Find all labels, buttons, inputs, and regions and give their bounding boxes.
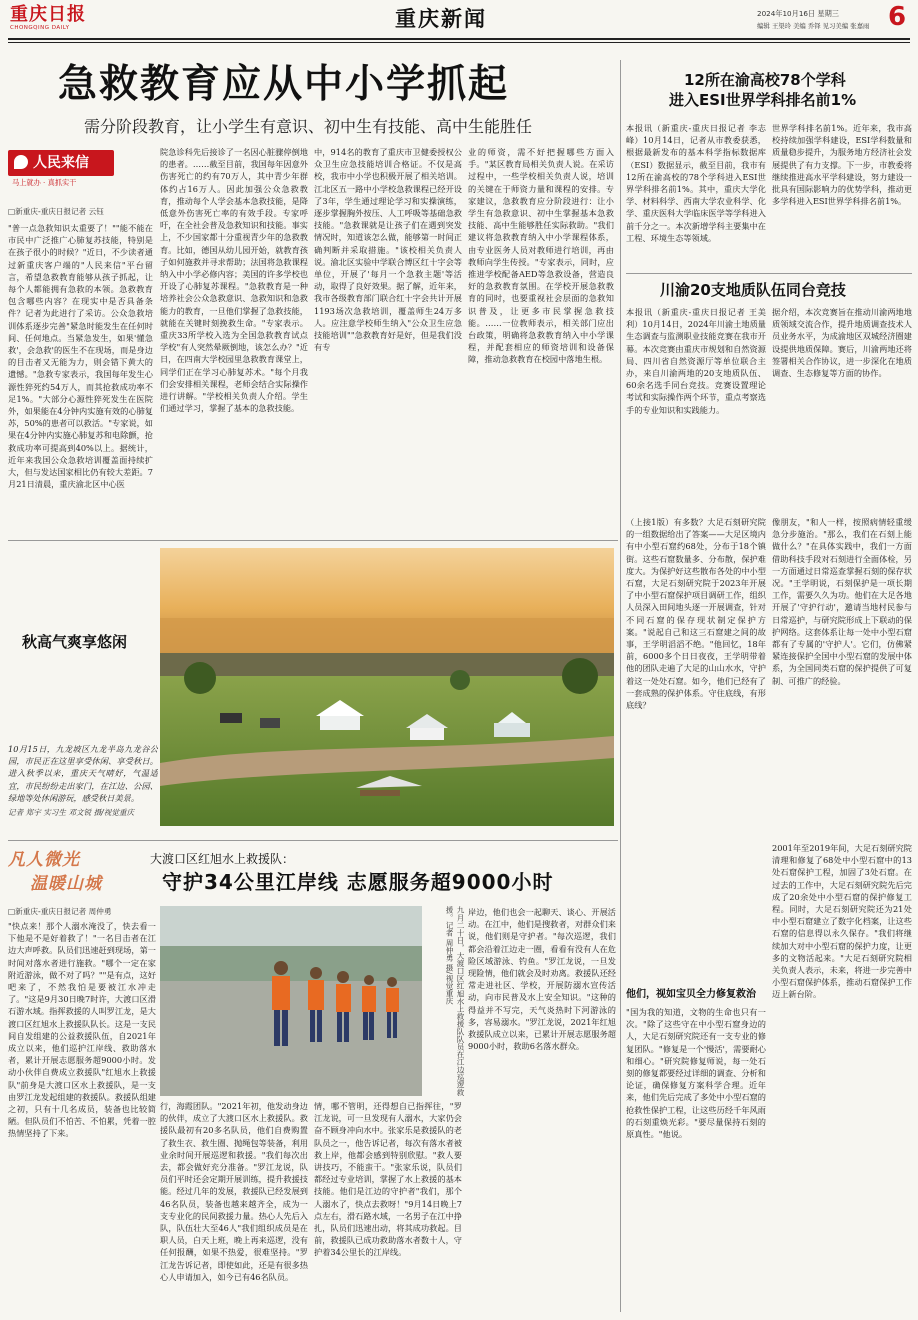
photo-caption-text: 10月15日，九龙坡区九龙半岛九龙谷公园，市民正在这里享受休闲、享受秋日。进入秋季以来，重庆天气晴好，气温适宜，市民纷纷走出家门，在江边、公园、绿地等处休闲游玩，感受秋日美景。 [8,744,158,803]
stone-carving-column-4: 2001年至2019年间，大足石刻研究院清理和修复了68处中小型石窟中的13处石窟保护工程，加固了3处石窟。在过去的工作中，大足石刻研究院先后完成了20余处中小型石窟的保护修复工程。同时，大足石刻研究院还为21处中小型石窟建立了数字化档案，让这些石窟的信息得以永久保存。"我们将继续加大对中小型石窟的保护力度，让更多的文物活起来。"大足石刻研究院相关负责人表示，未来，将进一步完善中小型石窟保护体系，推动石窟保护工作迈上新台阶。 [772,843,912,1000]
photo-caption-block [8,545,158,835]
esi-column-2: 世界学科排名前1%。近年来，我市高校持续加强学科建设，ESI学科数量和质量稳步提升，为服务地方经济社会发展提供了有力支撑。下一步，市教委将继续推进高水平学科建设，努力建设一批具有国际影响力的优势学科，推动更多学科进入ESI世界学科排名前1%。 [772,123,912,207]
badge-line-2: 温暖山城 [30,874,102,894]
speech-bubble-icon [14,155,28,169]
column-badge-main [8,150,114,176]
logo-text: 重庆日报 [10,4,86,25]
column-divider-bottom [620,840,621,1312]
column-badge-label: 人民来信 [33,155,89,171]
stone-carving-column-1: （上接1版）有多数？大足石刻研究院的一组数据给出了答案——大足区境内有中小型石窟约68处，分布于18个镇街。这些石窟数量多、分布散，保护难度大。为保护好这些散布各处的中小型石窟，大足石刻研究院于2023年开展了中小型石窟保护项目调研工作，组织人员深入田间地头逐一开展调查，针对不同石窟的保存现状制定保护方案。"说起自己和这三石窟建之间的故事，王学明滔滔不绝。"他回忆，18年前，6000多个日日夜夜，王学明带着他的团队走遍了大足的山山水水，守护着这一处处石窟。如今，他们已经有了一套成熟的保护体系。守住底线，有形底线？ [626,517,766,711]
rescue-photo-svg [160,906,422,1096]
editor-credits: 编辑 王渠玲 美编 乔铎 见习美编 张嘉雨 [757,22,870,30]
geology-column-1: 本报讯（新重庆-重庆日报记者 王美利）10月14日，2024年川渝土地质量生态调查与监测职业技能竞赛在我市开幕。本次竞赛由重庆市规划和自然资源局、四川省自然资源厅等单位联合主办，来自川渝两地的20支地质队伍、60余名选手同台竞技。竞赛设置理论考试和实际操作两个环节，重点考察选手的专业知识和实践能力。 [626,307,766,415]
photo-caption-title: 秋高气爽享悠闲 [22,633,128,651]
lead-column-2: 院急诊科先后接诊了一名因心脏骤停倒地的患者。……截至目前，我国每年因意外伤害死亡的约有70万人，其中青少年群体约占16万人。因此加强公众急救教育，推动每个人学会基本急救技能，是降低意外伤害死亡率的有效手段。专家呼吁，在全社会普及急救知识和技能。事实上，不少国家都十分重视青少年的急救教育。比如，德国从幼儿园开始，就教育孩子如何施救并寻求帮助；法国将急救课程纳入中小学必修内容；美国的许多学校也开设了心肺复苏课程。"急救教育是一种培养社会公众急救意识、急救知识和急救能力的教育，一旦他们掌握了急救技能，就能在关键时刻挽救生命。"专家表示。重庆33所学校入选为全国急救教育试点学校"有人突然晕厥倒地，该怎么办？"近日，在四南大学校园里急救教育课堂上，同学们正在学习心肺复苏术。"每个月我们会安排相关课程，老师会结合实际操作进行讲解。"学校相关负责人介绍。学生们通过学习，掌握了基本的急救技能。 [160,147,308,414]
masthead-rule [8,38,910,40]
story-divider [626,273,912,274]
section-divider-top [8,540,618,541]
column-badge [8,150,114,190]
logo-subtext: CHONGQING DAILY [10,25,70,31]
lead-column-1: "普一点急救知识太重要了！""能不能在市民中广泛推广心肺复苏技能，特别是在孩子很小的时候？"近日，不少读者通过新重庆客户端的"人民来信"平台留言，希望急救教育能够从孩子抓起，让每个人都能拥有急救的本领。急救教育包含哪些内容？在现实中是否具备条件？记者为此进行了采访。公众急救培训体系逐步完善"紧急时能发生在任何时间、任何地点。当紧急发生，如果'懂急救'，会急救'的医生不在现场，而是身边的目击者又无能为力，则会错下黄大的遗憾。"急救专家表示，我国每年发生心源性猝死约54万人，而其抢救成功率不足1%。"大部分心源性猝死发生在医院外，如果能在4分钟内实施有效的心肺复苏，50%的患者可以救活。"专家说，如果在4分钟内实施心肺复苏和电除颤，抢救成功率可提高到40%以上。据统计，近年来我国公众急救培训覆盖面持续扩大，但与发达国家相比仍有较大差距。7月21日清晨，重庆渝北区中心医 [8,223,153,490]
lead-column-3: 中，914名的教育了重庆市卫健委授权公众卫生应急技能培训合格证。不仅是高校，我市中小学也积极开展了相关培训。江北区五一路中小学校急救课程已经开设了3年，学生通过理论学习和实操演练，逐步掌握胸外按压、人工呼吸等基础急救技能。"急救课就是让孩子们在遇到突发情况时，知道该怎么做，能够第一时间正确判断并采取措施。"该校相关负责人说。渝北区实验中学联合博区红十字会等单位，开展了'每月一个急救主题'等活动，取得了良好效果。据了解，近年来，我市各级教育部门联合红十字会共计开展1193场次急救培训，覆盖师生24万多人。应注意学校师生纳入"公众卫生应急技能培训""急救教育好是好，但是我们没有专 [314,147,462,353]
photo-caption-credit: 记者 郑宇 实习生 邓文锐 摄/视觉重庆 [8,808,135,817]
stone-carving-subhead: 他们，视如宝贝全力修复救治 [626,989,756,1000]
column-badge-tag: 马上就办 · 真抓实干 [12,178,77,187]
esi-headline-line1: 12所在渝高校78个学科 [684,71,846,89]
column-divider-right [620,60,621,540]
bottom-byline: □新重庆-重庆日报记者 周仲勇 [8,907,112,916]
section-title: 重庆新闻 [395,7,487,31]
lead-column-4: 业的师资，需不好把握哪些方面入手。"某区教育局相关负责人说。在采访过程中，一些学校相关负责人说，培训的关键在于师资力量和课程的安排。专家建议，急救教育应分阶段进行：让小学生有急救意识、初中生掌握基本急救技能、高中生能够胜任实际救助。"我们建议将急救教育纳入中小学课程体系，由专业医务人员对教师进行培训，再由教师向学生传授。"专家表示，同时，应推进学校配备AED等急救设备，营造良好的急救教育氛围。在学校开展急救教育的同时，也要重视社会层面的急救知识普及，让更多市民掌握急救技能。……一位教师表示，相关部门应出台政策，明确将急救教育纳入中小学课程，并配套相应的师资培训和设备保障，推动急救教育在校园中落地生根。 [468,147,614,365]
stone-carving-column-3: "国为我的知道，文物的生命也只有一次。"除了这些守在中小型石窟身边的人，大足石刻研究院还有一支专业的修复团队。"修复是一个'慢活'，需要耐心和细心。"研究院修复师说，每一处石刻的修复都要经过详细的调查、分析和论证，确保修复方案科学合理。近年来，他们先后完成了多处中小型石窟的抢救性保护工程，让这些历经千年风雨的石刻重焕光彩。"要尽量保持石刻的原真性。"他说。 [626,1007,766,1140]
page-number: 6 [888,2,907,32]
rescue-team-photo [160,906,422,1096]
geology-headline: 川渝20支地质队伍同台竞技 [660,281,846,299]
esi-column-1: 本报讯（新重庆-重庆日报记者 李志峰）10月14日，记者从市教委获悉，根据最新发布的基本科学指标数据库（ESI）数据显示，截至目前，我市有12所在渝高校的78个学科进入ESI世界学科排名前1%。其中，重庆大学化学、材料科学、西南大学农业科学、化学、重庆医科大学临床医学等学科进入前千分之一。本次新增学科主要集中在工程、环境生态等领域。 [626,123,766,243]
lead-byline: □新重庆-重庆日报记者 云钰 [8,207,104,216]
masthead [0,0,918,38]
newspaper-logo [10,5,130,31]
rescue-photo-caption: 九月二十日，大渡口区红旭水上救援队队员在江边巡逻救援。记者 周仲勇 摄/视觉重庆 [445,906,465,1096]
column-divider-photo [620,540,621,840]
geology-column-2: 据介绍，本次竞赛旨在推动川渝两地地质领域交流合作，提升地质调查技术人员业务水平，为成渝地区双城经济圈建设提供地质保障。赛后，川渝两地还将签署相关合作协议，进一步深化在地质调查、生态修复等方面的协作。 [772,307,912,379]
bottom-kicker: 大渡口区红旭水上救援队： [150,852,295,866]
badge-line-1: 凡人微光 [8,850,80,870]
lead-subheadline: 需分阶段教育，让小学生有意识、初中生有技能、高中生能胜任 [84,117,533,136]
masthead-rule-thin [8,42,910,43]
bottom-column-2: 行，海霞团队。"2021年初，他发动身边的伙伴，成立了大渡口区水上救援队。救援队最初有20多名队员，他们自费购置了救生衣、救生圈、抛绳包等装备，利用业余时间开展巡逻和救援。"我们每次出去，都会做好充分准备。"罗江龙说，队员们平时还会定期开展训练，提升救援技能。经过几年的发展，救援队已经发展到46名队员，装备也越来越齐全，成为一支专业化的民间救援力量。热心人先后入队，队伍壮大至46人"我们组织成员是在职人员，白天上班，晚上再来巡逻，没有任何报酬，如果不热爱，很难坚持。"罗江龙告诉记者，即使如此，还是有很多热心人申请加入，如今已有46名队员。 [160,1101,308,1282]
page-date: 2024年10月16日 星期三 [757,9,839,18]
esi-headline-line2: 进入ESI世界学科排名前1% [669,91,857,109]
bottom-column-1: "快点来！那个人溺水淹没了，快去看一下他是不是好着救了！"一名目击者在江边大声呼救。队员们迅速赶到现场，第一时间对落水者进行施救。"哪个一定在家附近游泳，做不对了吗？""是有点，这好吧来了，不然我怕是要被江水冲走了。"这是9月30日晚7时许，大渡口区滑石游水域。指挥救援的人叫罗江龙，是大渡口区红旭水上救援队队长。这是一支民间自发组建的公益救援队伍，自2021年成立以来，他们巡护江岸线、救助落水者，累计开展志愿服务超9000小时。发动小伙伴自费成立救援队"红旭水上救援队"前身是大渡口区水上救援队，是一支由罗江龙发起组建的救援队。救援队组建之初，只有十几名成员，装备也比较简陋。但队员们不怕苦、不怕累，凭着一腔热情坚持了下来。 [8,921,156,1139]
lead-headline: 急救教育应从中小学抓起 [58,62,510,107]
stone-carving-column-2: 像朋友，"和人一样，按照病情轻重缓急分步施治。"那么，我们在石刻上能做什么？"在具体实践中，我们一方面借助科技手段对石刻进行全面体检，另一方面通过日常巡查掌握石刻的保存状况。"王学明说，石刻保护是一项长期工作，需要久久为功。他们在大足各地开展了'守护行动'，邀请当地村民参与日常巡护，与研究院形成上下联动的保护网络。这套体系让每一处中小型石窟都有了专属的'守护人'。它们，仿佛紧紧连接保护全国中小型石窟的发展中体系，为全国同类石窟的保护提供了可复制、可推广的经验。 [772,517,912,686]
autumn-park-photo [160,548,614,826]
bottom-column-3: 情，哪不管明，还得想自已指挥往，"罗江龙说，可一旦发现有人溺水，大家仍会奋不顾身冲向水中。张家乐是救援队的老队员之一，他告诉记者，每次有落水者被救上岸，他都会感到特别欣慰。"救人要讲技巧，不能蛮干。"张家乐说，队员们都经过专业培训，掌握了水上救援的基本技能。他们是江边的守护者"我们，那个人溺水了，快点去救呀！"9月14日晚上7点左右，滑石路水域，一名男子在江中挣扎，队员们迅速出动，将其成功救起。目前，救援队已成功救助落水者数十人，守护着34公里长的江岸线。 [314,1101,462,1258]
park-photo-svg [160,548,614,826]
bottom-headline: 守护34公里江岸线 志愿服务超9000小时 [162,870,554,894]
section-divider-bottom [8,840,618,841]
bottom-column-4: 岸边，他们也会一起聊天、谈心、开展活动。在江中，他们是搜救者，对群众们来说，他们则是守护者。"每次巡逻，我们都会沿着江边走一圈，看看有没有人在危险区域游泳、钓鱼。"罗江龙说，一旦发现险情，他们就会及时劝离。救援队还经常走进社区、学校，开展防溺水宣传活动，向市民普及水上安全知识。"这种的得益并不写完，天气炎热时下河游泳的多，容易溺水。"罗江龙说，2021年红旭救援队成立以来，已累计开展志愿服务超9000小时，救助6名落水群众。 [468,907,616,1052]
